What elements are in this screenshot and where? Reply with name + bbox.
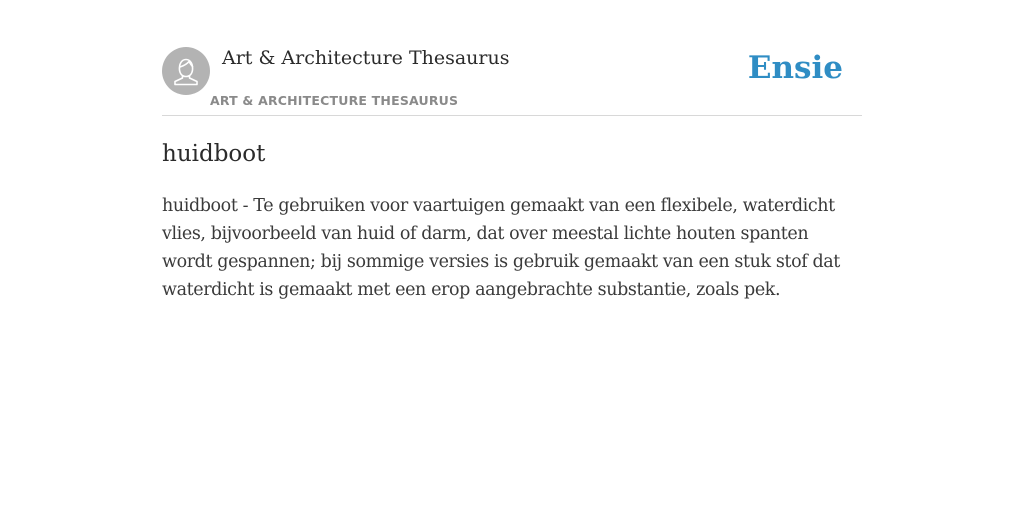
page-container — [162, 0, 862, 300]
person-outline-icon — [162, 47, 210, 95]
entry-definition: huidboot - Te gebruiken voor vaartuigen gemaakt van een flexibele, waterdicht vlies, bijvoorbeeld van huid of darm, dat over meestal lichte houten spanten wordt gespannen; bij sommige versies is gebruik gemaakt van een stuk stof dat waterdicht is gemaakt met een erop aangebrachte substantie, zoals pek. — [162, 196, 840, 300]
source-header — [162, 0, 862, 116]
entry-title: huidboot — [162, 141, 266, 167]
user-avatar-icon[interactable] — [162, 47, 210, 95]
brand-logo-link[interactable]: Ensie — [747, 50, 843, 86]
source-subtitle: ART & ARCHITECTURE THESAURUS — [210, 93, 459, 108]
source-title-link[interactable]: Art & Architecture Thesaurus — [222, 47, 510, 69]
